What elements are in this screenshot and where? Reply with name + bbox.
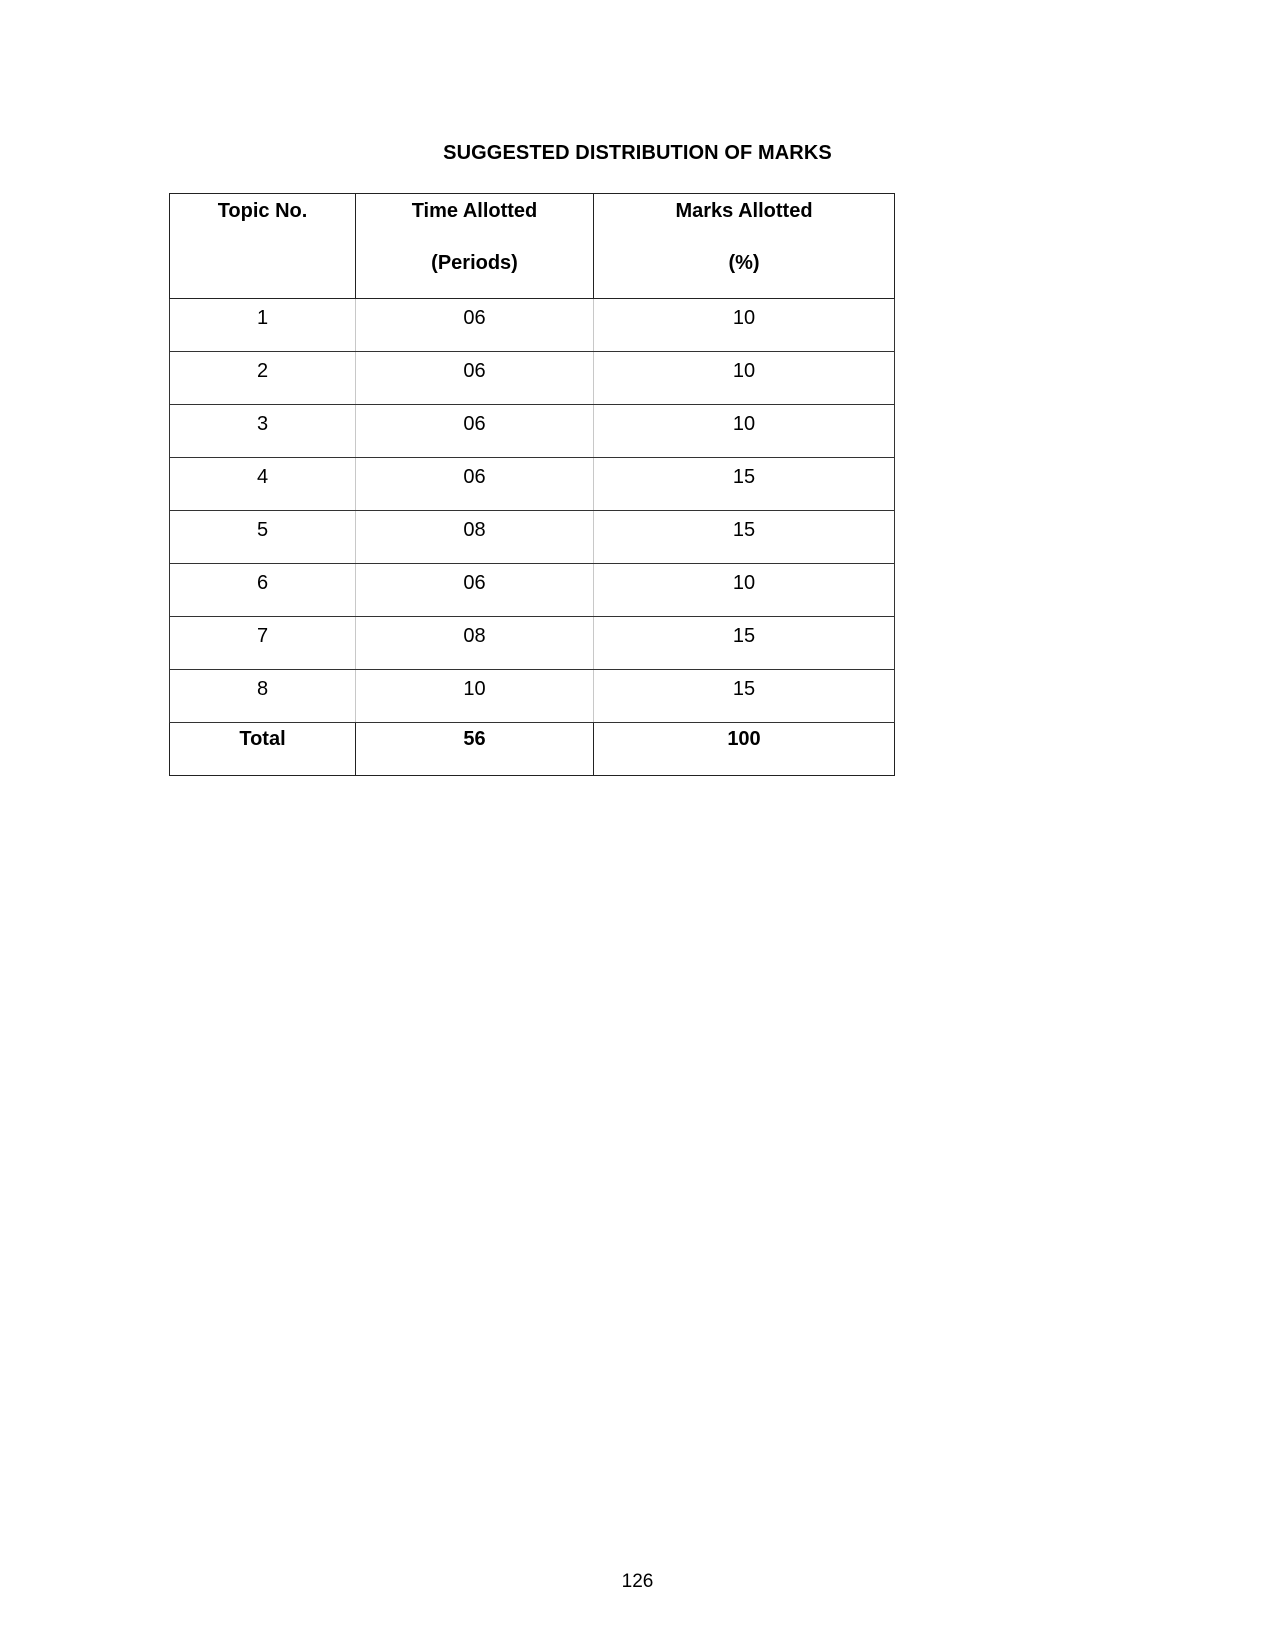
header-marks-allotted-label: Marks Allotted bbox=[675, 200, 813, 222]
cell-topic: 3 bbox=[170, 405, 356, 458]
cell-time: 06 bbox=[356, 299, 594, 352]
header-marks-allotted bbox=[594, 194, 895, 299]
table-row bbox=[170, 670, 895, 723]
table-row bbox=[170, 299, 895, 352]
total-label: Total bbox=[170, 723, 356, 776]
cell-time: 10 bbox=[356, 670, 594, 723]
cell-marks: 10 bbox=[594, 352, 895, 405]
table-row bbox=[170, 564, 895, 617]
marks-distribution-table bbox=[169, 193, 895, 776]
cell-time: 08 bbox=[356, 511, 594, 564]
header-time-allotted-label: Time Allotted bbox=[411, 200, 538, 222]
table-row bbox=[170, 511, 895, 564]
header-time-allotted-unit: (Periods) bbox=[431, 252, 518, 274]
cell-topic: 7 bbox=[170, 617, 356, 670]
table-row bbox=[170, 405, 895, 458]
table-row bbox=[170, 458, 895, 511]
total-marks: 100 bbox=[594, 723, 895, 776]
cell-time: 08 bbox=[356, 617, 594, 670]
cell-topic: 4 bbox=[170, 458, 356, 511]
cell-time: 06 bbox=[356, 458, 594, 511]
cell-topic: 5 bbox=[170, 511, 356, 564]
table-row bbox=[170, 617, 895, 670]
page-number: 126 bbox=[621, 1571, 654, 1592]
cell-time: 06 bbox=[356, 352, 594, 405]
page-title: SUGGESTED DISTRIBUTION OF MARKS bbox=[443, 142, 832, 164]
header-topic-no bbox=[170, 194, 356, 299]
cell-topic: 8 bbox=[170, 670, 356, 723]
cell-time: 06 bbox=[356, 405, 594, 458]
cell-topic: 6 bbox=[170, 564, 356, 617]
cell-marks: 10 bbox=[594, 299, 895, 352]
cell-marks: 15 bbox=[594, 670, 895, 723]
header-time-allotted bbox=[356, 194, 594, 299]
cell-marks: 10 bbox=[594, 564, 895, 617]
table-row bbox=[170, 352, 895, 405]
cell-marks: 10 bbox=[594, 405, 895, 458]
cell-time: 06 bbox=[356, 564, 594, 617]
cell-marks: 15 bbox=[594, 511, 895, 564]
table-total-row bbox=[170, 723, 895, 776]
cell-marks: 15 bbox=[594, 617, 895, 670]
cell-topic: 2 bbox=[170, 352, 356, 405]
header-marks-allotted-unit: (%) bbox=[728, 252, 760, 274]
header-topic-no-label: Topic No. bbox=[217, 200, 308, 222]
cell-topic: 1 bbox=[170, 299, 356, 352]
total-time: 56 bbox=[356, 723, 594, 776]
table-header-row bbox=[170, 194, 895, 299]
cell-marks: 15 bbox=[594, 458, 895, 511]
